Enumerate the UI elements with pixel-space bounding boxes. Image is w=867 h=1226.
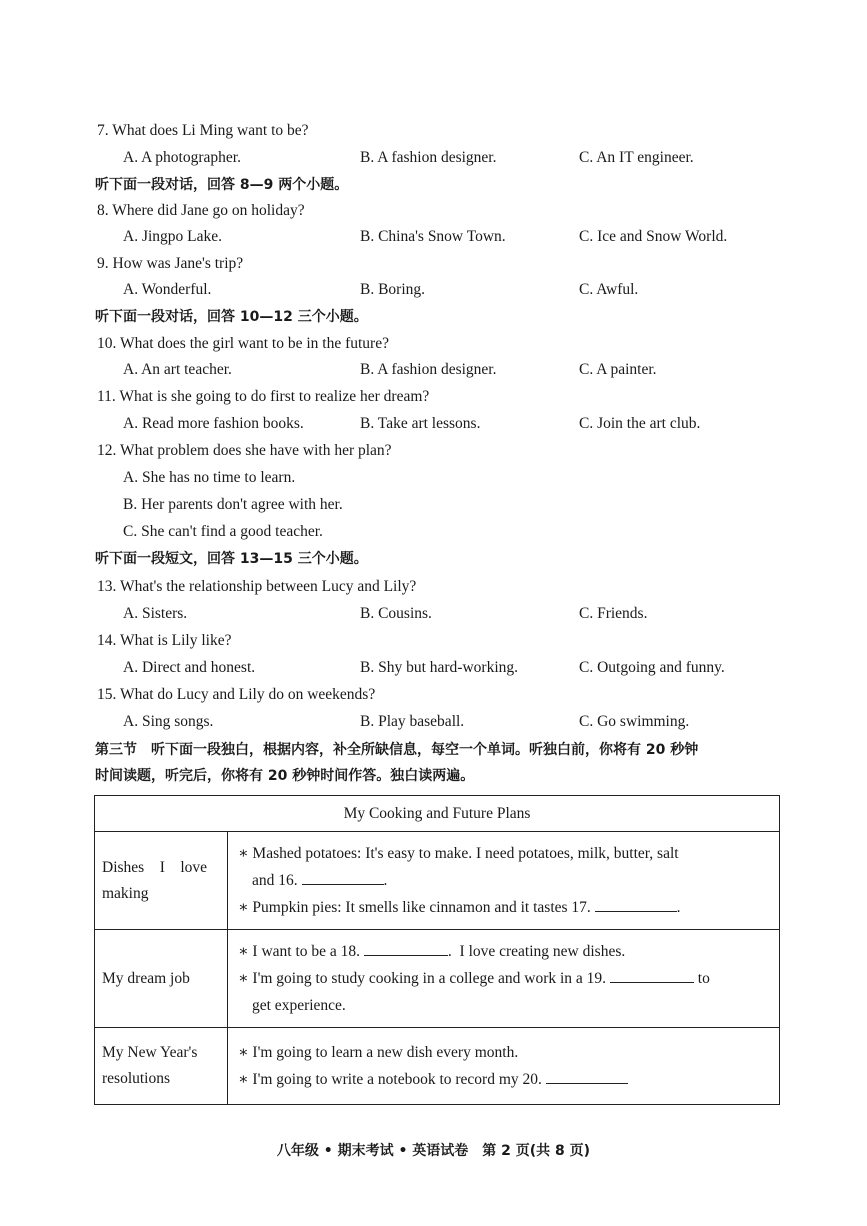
answer-blank-16[interactable] [302,869,384,885]
option-b[interactable]: B. A fashion designer. [360,361,497,378]
answer-blank-17[interactable] [595,896,677,912]
section-instruction-13-15: 听下面一段短文，回答 13—15 三个小题。 [95,551,368,567]
question-14-options [0,657,867,679]
table-title: My Cooking and Future Plans [95,796,780,832]
question-13-options [0,603,867,625]
content-line: ∗ I'm going to study cooking in a college and work in a 19. to [238,965,771,992]
question-9-options [0,279,867,301]
section-instruction-10-12: 听下面一段对话，回答 10—12 三个小题。 [95,309,368,325]
option-c[interactable]: C. Friends. [579,605,648,622]
question-9: 9. How was Jane's trip? [97,255,244,272]
option-a[interactable]: A. Wonderful. [123,281,212,298]
option-b[interactable]: B. Her parents don't agree with her. [123,496,343,513]
question-10-options [0,359,867,381]
question-15-options [0,711,867,733]
content-line: ∗ I'm going to learn a new dish every month. [238,1044,519,1061]
option-b[interactable]: B. A fashion designer. [360,149,497,166]
row-content [228,832,780,930]
content-line: get experience. [252,997,346,1014]
content-line: ∗ I'm going to write a notebook to record my 20. [238,1066,771,1093]
option-c[interactable]: C. Join the art club. [579,415,701,432]
option-a[interactable]: A. Read more fashion books. [123,415,304,432]
question-7: 7. What does Li Ming want to be? [97,122,309,139]
section-instruction-8-9: 听下面一段对话，回答 8—9 两个小题。 [95,177,349,193]
table-row [95,1028,780,1105]
option-a[interactable]: A. Jingpo Lake. [123,228,223,245]
row-content [228,1028,780,1105]
question-11-options [0,413,867,435]
answer-blank-20[interactable] [546,1068,628,1084]
question-7-options [0,147,867,169]
row-label: Dishes I love making [95,832,228,930]
question-10: 10. What does the girl want to be in the future? [97,335,389,352]
table-row [95,930,780,1028]
option-b[interactable]: B. Play baseball. [360,713,465,730]
question-12: 12. What problem does she have with her plan? [97,442,392,459]
option-b[interactable]: B. Boring. [360,281,426,298]
option-b[interactable]: B. Shy but hard-working. [360,659,519,676]
option-a[interactable]: A. She has no time to learn. [123,469,296,486]
option-c[interactable]: C. A painter. [579,361,657,378]
section-3-instruction-line-1: 第三节 听下面一段独白，根据内容，补全所缺信息，每空一个单词。听独白前，你将有 20 秒钟 [95,742,699,758]
content-line: ∗ Pumpkin pies: It smells like cinnamon and it tastes 17. . [238,894,771,921]
option-c[interactable]: C. An IT engineer. [579,149,694,166]
option-b[interactable]: B. Cousins. [360,605,432,622]
option-a[interactable]: A. An art teacher. [123,361,232,378]
option-b[interactable]: B. China's Snow Town. [360,228,506,245]
content-line: ∗ I want to be a 18. . I love creating new dishes. [238,938,771,965]
option-c[interactable]: C. Awful. [579,281,639,298]
row-label: My New Year's resolutions [95,1028,228,1105]
option-c[interactable]: C. Ice and Snow World. [579,228,728,245]
question-8-options [0,226,867,248]
option-b[interactable]: B. Take art lessons. [360,415,481,432]
content-line: ∗ Mashed potatoes: It's easy to make. I need potatoes, milk, butter, salt [238,845,679,862]
question-14: 14. What is Lily like? [97,632,232,649]
section-3-instruction-line-2: 时间读题，听完后，你将有 20 秒钟时间作答。独白读两遍。 [95,768,475,784]
option-a[interactable]: A. Direct and honest. [123,659,256,676]
page-footer: 八年级 • 期末考试 • 英语试卷 第 2 页(共 8 页) [276,1143,591,1159]
table-row [95,832,780,930]
row-label: My dream job [95,930,228,1028]
option-a[interactable]: A. Sisters. [123,605,188,622]
option-c[interactable]: C. Outgoing and funny. [579,659,725,676]
question-11: 11. What is she going to do first to realize her dream? [97,388,430,405]
question-13: 13. What's the relationship between Lucy and Lily? [97,578,417,595]
option-c[interactable]: C. She can't find a good teacher. [123,523,323,540]
option-c[interactable]: C. Go swimming. [579,713,690,730]
question-8: 8. Where did Jane go on holiday? [97,202,305,219]
content-line: and 16. . [238,867,771,894]
option-a[interactable]: A. Sing songs. [123,713,214,730]
question-15: 15. What do Lucy and Lily do on weekends? [97,686,376,703]
row-content [228,930,780,1028]
cooking-plans-table [94,795,780,1105]
answer-blank-18[interactable] [364,940,448,956]
option-a[interactable]: A. A photographer. [123,149,241,166]
answer-blank-19[interactable] [610,967,694,983]
